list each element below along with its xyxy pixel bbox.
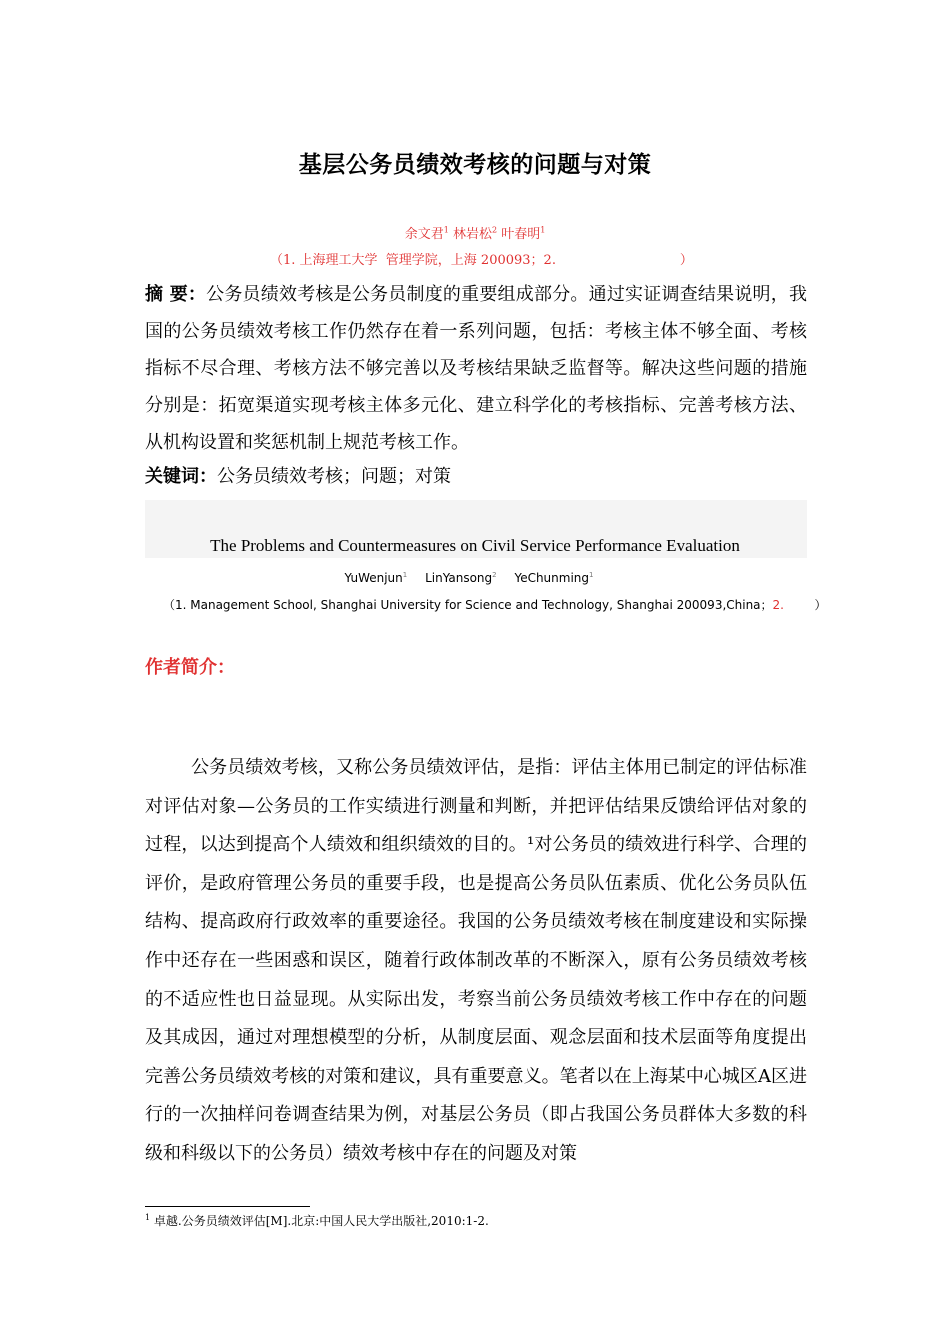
body-paragraph: 公务员绩效考核，又称公务员绩效评估，是指：评估主体用已制定的评估标准对评估对象—公务员的工作实绩进行测量和判断，并把评估结果反馈给评估对象的过程，以达到提高个人绩效和组织绩效的目的。¹对公务员的绩效进行科学、合理的评价，是政府管理公务员的重要手段，也是提高公务员队伍素质、优化公务员队伍结构、提高政府行政效率的重要途径。我国的公务员绩效考核在制度建设和实际操作中还存在一些困惑和误区，随着行政体制改革的不断深入，原有公务员绩效考核的不适应性也日益显现。从实际出发，考察当前公务员绩效考核工作中存在的问题及其成因，通过对理想模型的分析，从制度层面、观念层面和技术层面等角度提出完善公务员绩效考核的对策和建议，具有重要意义。笔者以在上海某中心城区A区进行的一次抽样问卷调查结果为例，对基层公务员（即占我国公务员群体大多数的科级和科级以下的公务员）绩效考核中存在的问题及对策 bbox=[145, 757, 807, 1164]
keywords bbox=[145, 458, 807, 495]
affiliation-cn: （1. 上海理工大学 管理学院，上海 200093；2. ） bbox=[270, 253, 693, 268]
author-mark: 1 bbox=[540, 225, 546, 235]
author-name-en: LinYansong bbox=[425, 571, 493, 585]
author-mark: 1 bbox=[443, 225, 449, 235]
author-name: 叶春明 bbox=[501, 227, 541, 242]
affiliation-en bbox=[163, 596, 827, 613]
keywords-text: 公务员绩效考核；问题；对策 bbox=[217, 466, 451, 487]
author-mark: 2 bbox=[491, 225, 498, 235]
footnote-text: 卓越.公务员绩效评估[M].北京:中国人民大学出版社,2010:1-2. bbox=[150, 1214, 489, 1228]
footnote bbox=[145, 1212, 489, 1229]
author-mark-en: 1 bbox=[589, 571, 594, 579]
author-name: 林岩松 bbox=[452, 227, 492, 242]
abstract-label: 摘 要： bbox=[145, 284, 207, 305]
author-mark-en: 2 bbox=[492, 571, 497, 579]
affiliation-en-second: 2. bbox=[772, 598, 784, 612]
authors-cn bbox=[0, 223, 950, 242]
author-name-en: YeChunming bbox=[514, 571, 590, 585]
footnote-mark: 1 bbox=[145, 1213, 151, 1222]
paper-title: 基层公务员绩效考核的问题与对策 bbox=[298, 152, 652, 178]
author-bio-heading: 作者简介： bbox=[145, 657, 235, 678]
author-name: 余文君 bbox=[404, 227, 444, 242]
author-name-en: YuWenjun bbox=[344, 571, 403, 585]
affiliation-en-close: ） bbox=[814, 598, 827, 612]
english-title: The Problems and Countermeasures on Civil Service Performance Evaluation bbox=[210, 536, 740, 555]
footnote-divider bbox=[145, 1206, 310, 1207]
keywords-label: 关键词： bbox=[145, 466, 217, 487]
abstract-text: 公务员绩效考核是公务员制度的重要组成部分。通过实证调查结果说明，我国的公务员绩效考核工作仍然存在着一系列问题，包括：考核主体不够全面、考核指标不尽合理、考核方法不够完善以及考核结果缺乏监督等。解决这些问题的措施分别是：拓宽渠道实现考核主体多元化、建立科学化的考核指标、完善考核方法、从机构设置和奖惩机制上规范考核工作。 bbox=[145, 284, 807, 453]
abstract bbox=[145, 276, 807, 461]
author-mark-en: 1 bbox=[402, 571, 408, 579]
authors-en bbox=[0, 571, 950, 585]
affiliation-en-main: （1. Management School, Shanghai University for Science and Technology, Shanghai 200093,China； bbox=[163, 598, 773, 612]
